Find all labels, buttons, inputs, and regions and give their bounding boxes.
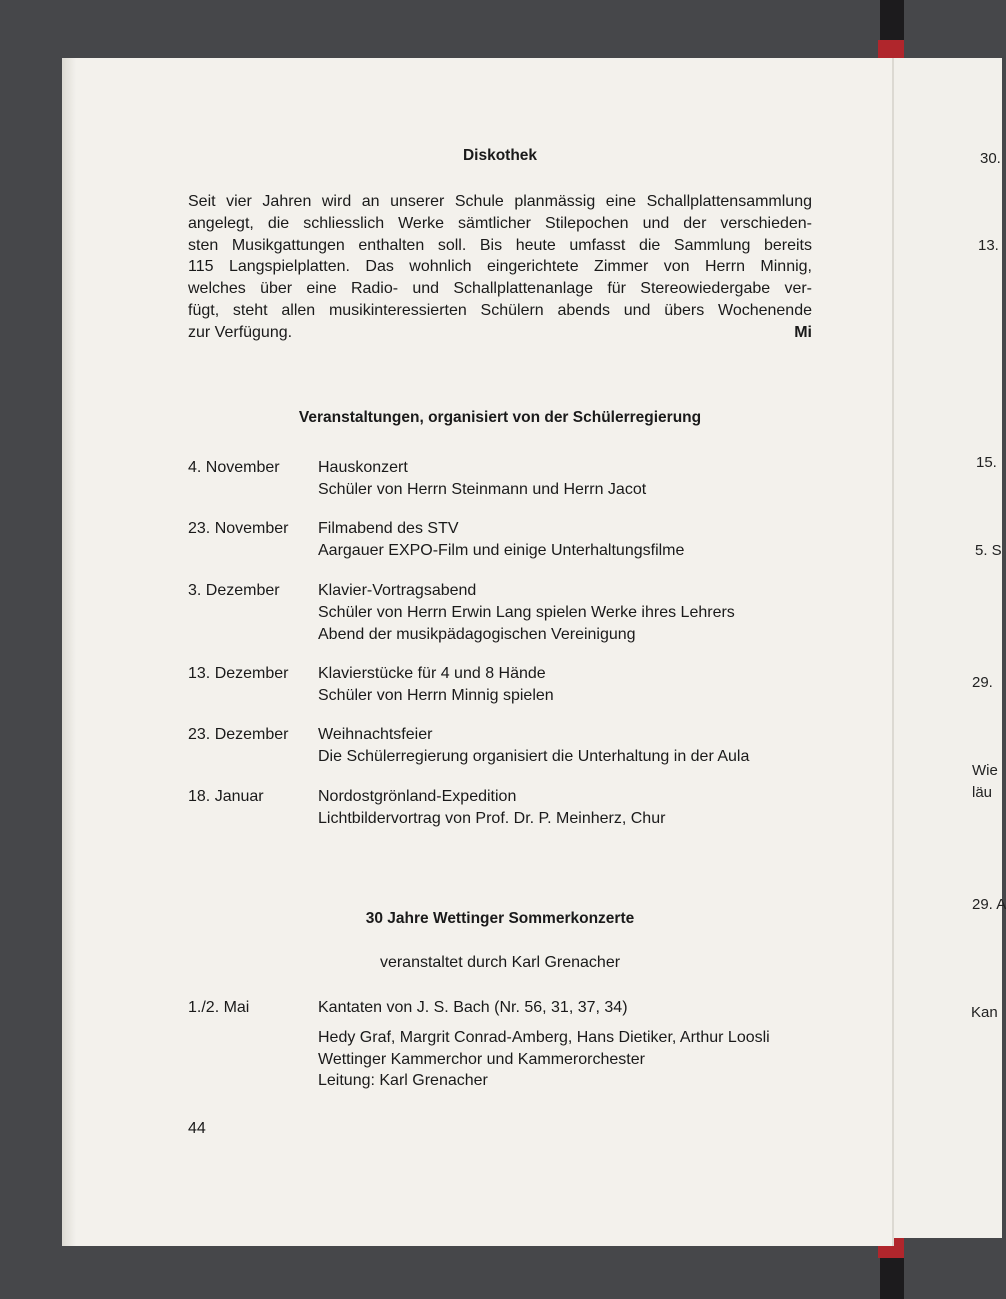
author-signature: Mi — [794, 323, 812, 341]
event-line: Klavierstücke für 4 und 8 Hände — [318, 665, 546, 682]
paragraph-line: welches über eine Radio- und Schallplattenanlage für Stereowiedergabe ver- — [188, 280, 812, 298]
paragraph-line: angelegt, die schliesslich Werke sämtlicher Stilepochen und der verschieden- — [188, 214, 812, 232]
event-line: Filmabend des STV — [318, 520, 459, 537]
paragraph-line: sten Musikgattungen enthalten soll. Bis heute umfasst die Sammlung bereits — [188, 236, 812, 254]
paragraph-line: Seit vier Jahren wird an unserer Schule planmässig eine Schallplattensammlung — [188, 193, 812, 210]
concert-line: Wettinger Kammerchor und Kammerorchester — [318, 1050, 645, 1068]
next-page-fragment: 15. — [976, 454, 997, 471]
paragraph-line: zur Verfügung. — [188, 323, 293, 341]
next-page-fragment: 29. — [972, 674, 993, 691]
sommerkonzerte-heading: 30 Jahre Wettinger Sommerkonzerte — [365, 910, 635, 927]
diskothek-heading: Diskothek — [462, 147, 538, 164]
next-page-fragment: Kan — [971, 1004, 998, 1021]
next-page-fragment: 29. A — [972, 896, 1006, 913]
paragraph-line: fügt, steht allen musikinteressierten Schülern abends und übers Wochenende — [188, 301, 812, 319]
next-page-edge — [890, 58, 1006, 1238]
next-page-fragment: 30. — [980, 150, 1001, 167]
next-page-fragment: 13. — [978, 237, 999, 254]
event-line: Weihnachtsfeier — [318, 726, 433, 743]
concert-date: 1./2. Mai — [188, 999, 250, 1016]
event-date: 23. Dezember — [188, 726, 289, 743]
event-line: Schüler von Herrn Erwin Lang spielen Werke ihres Lehrers — [318, 603, 735, 621]
paragraph-line: 115 Langspielplatten. Das wohnlich eingerichtete Zimmer von Herrn Minnig, — [188, 258, 812, 276]
next-page-fragment: Wie — [972, 762, 998, 779]
event-date: 3. Dezember — [188, 582, 280, 599]
concert-line: Hedy Graf, Margrit Conrad-Amberg, Hans Dietiker, Arthur Loosli — [318, 1028, 770, 1046]
diskothek-paragraph — [188, 191, 812, 344]
event-line: Abend der musikpädagogischen Vereinigung — [318, 625, 636, 643]
event-line: Schüler von Herrn Minnig spielen — [318, 686, 554, 704]
event-date: 4. November — [188, 459, 280, 476]
event-line: Nordostgrönland-Expedition — [318, 788, 517, 805]
concert-program: Kantaten von J. S. Bach (Nr. 56, 31, 37, 34) — [318, 999, 628, 1016]
paragraph-last-line — [188, 322, 812, 344]
page-gutter-shadow — [62, 58, 76, 1246]
page-number: 44 — [188, 1120, 206, 1137]
event-line: Lichtbildervortrag von Prof. Dr. P. Meinherz, Chur — [318, 809, 666, 827]
event-date: 13. Dezember — [188, 665, 289, 682]
sommerkonzerte-subtitle: veranstaltet durch Karl Grenacher — [379, 954, 621, 971]
event-line: Hauskonzert — [318, 459, 408, 476]
next-page-fragment: 5. S — [975, 542, 1002, 559]
event-line: Die Schülerregierung organisiert die Unterhaltung in der Aula — [318, 747, 750, 765]
event-date: 23. November — [188, 520, 289, 537]
event-line: Klavier-Vortragsabend — [318, 582, 477, 599]
veranstaltungen-heading: Veranstaltungen, organisiert von der Schülerregierung — [298, 409, 702, 426]
concert-line: Leitung: Karl Grenacher — [318, 1072, 488, 1090]
next-page-fragment: läu — [972, 784, 993, 801]
event-line: Schüler von Herrn Steinmann und Herrn Jacot — [318, 480, 647, 498]
event-date: 18. Januar — [188, 788, 264, 805]
event-line: Aargauer EXPO-Film und einige Unterhaltungsfilme — [318, 541, 685, 559]
